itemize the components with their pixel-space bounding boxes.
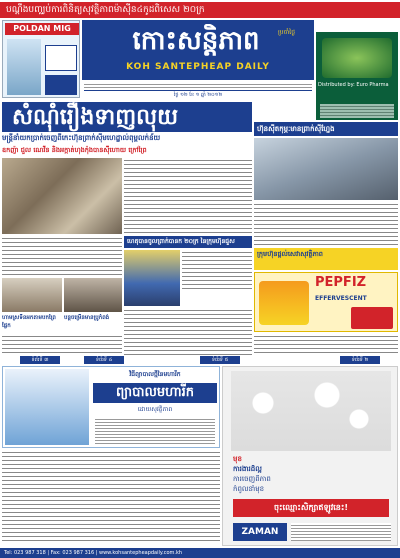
left-ad-person-photo [7,39,41,95]
right-ad-note: Distributed by: Euro Pharma [318,82,389,88]
small-story-headline-2: បន្តចម្រើនមានប្រូកំពង់ [64,315,110,321]
lead-subheadline: មន្ត្រីនាំយកប្រាក់ចេញពីកេះហ៊ុនព្រាក់ស៊ីមហេដ្ឋាល់ពុម្ពលក់ន័យ [2,134,161,142]
masthead-title-latin: KOH SANTEPHEAP DAILY [126,62,270,72]
small-story-headline-1: ហាមស្រទិនអកតាមបកព្រៃផ្លែក [2,315,56,329]
footer-text: Tel: 023 987 318 | Fax: 023 987 316 | www.kohsantepheapdaily.com.kh [4,550,183,556]
right-ad-header [316,20,398,32]
masthead-tagline: ប្រចាំថ្ងៃ [278,29,296,36]
lead-kicker: ឧកញ៉ា ជួល ណេវីន និងអក្កាត់ហុងក៉ុងបានស៊ីហោយ ក្រៅព្រៃ [2,146,147,154]
center-body-text [124,308,252,356]
puzzle-contact-text [291,523,391,541]
right-small-body [254,334,398,356]
left-ad-product-box-2 [45,75,77,95]
masthead-issue-info [84,90,312,98]
puzzle-line-1: មុខ [233,455,242,463]
right-story-body-text [254,202,398,246]
right-ad-mosquito-image [322,38,392,78]
left-masthead-ad[interactable] [2,20,80,98]
lead-photo [2,158,122,234]
middle-body-text [182,250,252,290]
right-story-headline: ហ៊ុនស៊ីតកុម្ភៈមានព្រាក់ស៊ីហ្នែង [254,122,398,136]
masthead-title-khmer: កោះសន្តិភាព [132,26,260,56]
lead-headline: សំណុំរឿងទាញលុយ [2,102,252,132]
right-story-photo [254,138,398,200]
left-ad-brand: POLDAN MIG [5,23,79,35]
top-banner-headline: បណ្ដឹងបញ្ឈប់ការពិនិត្យសុវត្ថិភាពម៉ាស៊ីន៤កូដពិសេស ២០ក្រ [6,5,205,15]
puzzle-line-4: កំពូលនាំមុខ [233,485,265,493]
small-story-photo-2 [64,278,122,312]
middle-banner: ហេតុបានចូលព្រាក់បានក ២០ក្រ នៃក្រុមហ៊ុនជួស [124,236,252,248]
section-tab-1[interactable]: ទំព័រទី ៣ [20,356,60,364]
left-ad-product-box [45,45,77,71]
pepfiz-ad[interactable] [254,272,398,332]
health-ad-body-text [95,417,215,445]
lead-body-text [124,158,252,234]
puzzle-pieces-graphic [231,371,391,451]
masthead [82,20,314,80]
small-stories-body [2,334,122,356]
puzzle-line-3: ការចេញពីភាព [233,475,271,483]
puzzle-ad[interactable] [222,366,398,546]
puzzle-cta[interactable]: ចុះឈ្មោះសិក្សាឥឡូវនេះ! [233,499,389,517]
puzzle-line-2: ការងារដ៏ល្អ [233,465,262,473]
right-ad-text [320,104,394,118]
health-article-text [2,450,220,544]
health-ad[interactable] [2,366,220,448]
yellow-box [254,248,398,270]
masthead-contact-lines [84,82,312,90]
right-masthead-ad[interactable] [316,20,398,120]
pepfiz-brand: PEPFIZ [315,275,367,290]
health-ad-heading: ព្យាបាលមហារីក [93,383,217,403]
footer [0,548,400,558]
section-tab-4[interactable]: ទំព័រទី ២ [340,356,380,364]
health-ad-subheading: ដោយសុវត្ថិភាព [137,406,173,413]
section-tab-3[interactable]: ទំព័រទី ៥ [200,356,240,364]
lower-left-body-text [2,236,122,276]
pepfiz-tag: EFFERVESCENT [315,295,367,302]
pepfiz-product-image [259,281,309,325]
top-banner [0,2,400,18]
section-tab-2[interactable]: ទំព័រទី ៤ [84,356,124,364]
yellow-box-text: ក្រុមហ៊ុនផ្ដល់សេវាសុវត្ថិភាព [257,250,323,258]
health-ad-lab-image [5,369,89,445]
small-story-photo-1 [2,278,62,312]
pepfiz-pack [351,307,393,329]
middle-photo [124,250,180,306]
puzzle-logo: ZAMAN [233,523,287,541]
health-ad-intro: វិធីព្យាបាលថ្មីនៃមហារីក [129,371,181,378]
issue-info-text: ថ្ងៃ ១២ ខែ ១ ឆ្នាំ ២០១២ [173,92,223,98]
